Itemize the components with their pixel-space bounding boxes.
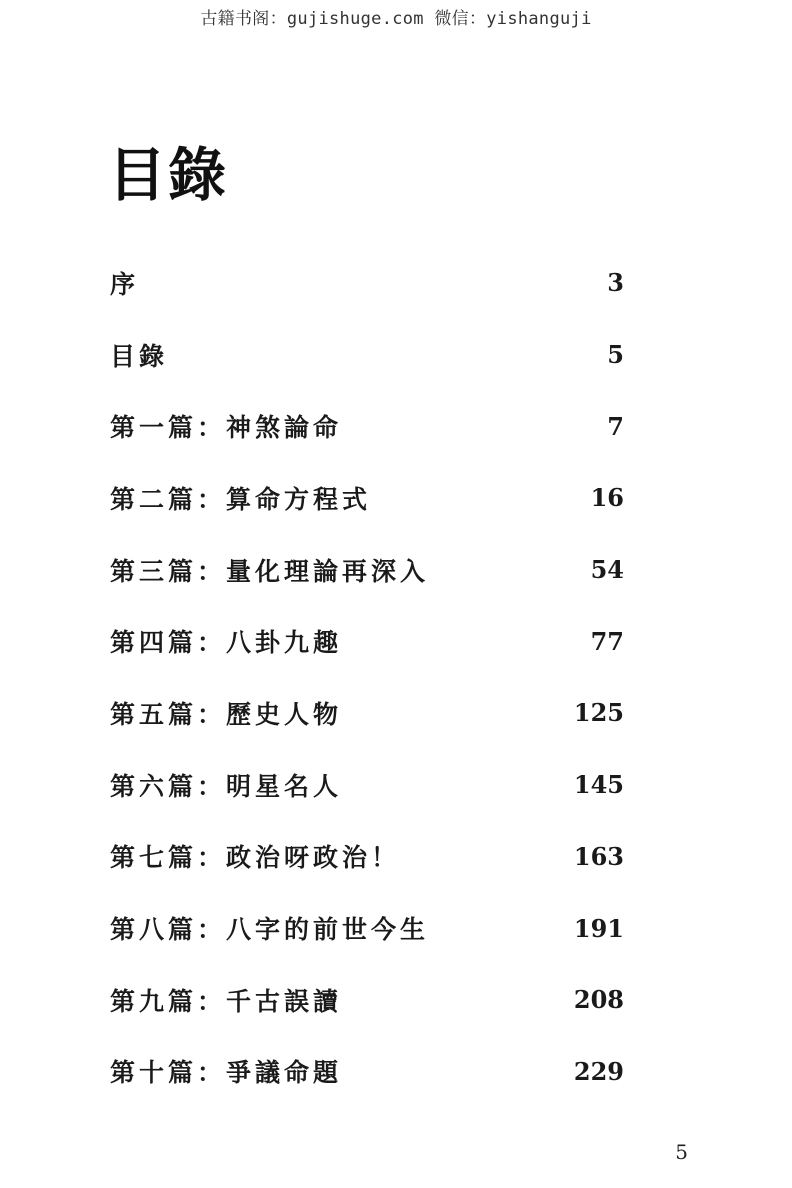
toc-entry-title: 第十篇：爭議命題: [110, 1058, 343, 1088]
table-of-contents: [110, 247, 624, 1107]
toc-entry-page: 7: [607, 411, 624, 441]
toc-entry-page: 208: [573, 985, 624, 1015]
toc-entry[interactable]: [110, 677, 624, 749]
toc-entry[interactable]: [110, 964, 624, 1036]
toc-entry-title: 第三篇：量化理論再深入: [110, 556, 430, 586]
toc-entry-title: 第四篇：八卦九趣: [110, 628, 343, 658]
toc-entry-page: 77: [590, 626, 624, 656]
toc-entry[interactable]: [110, 1036, 624, 1108]
toc-entry[interactable]: [110, 534, 624, 606]
toc-entry-title: 第五篇：歷史人物: [110, 699, 343, 729]
page-title: 目錄: [108, 141, 229, 209]
toc-entry[interactable]: [110, 821, 624, 893]
toc-entry-title: 第二篇：算命方程式: [110, 484, 372, 514]
toc-entry[interactable]: [110, 605, 624, 677]
toc-entry-title: 序: [110, 269, 140, 299]
toc-entry-page: 16: [590, 483, 624, 513]
toc-entry-title: 第一篇：神煞論命: [110, 413, 343, 443]
toc-entry[interactable]: [110, 247, 624, 319]
toc-entry-title: 第六篇：明星名人: [110, 771, 343, 801]
toc-entry[interactable]: [110, 319, 624, 391]
toc-entry-page: 3: [607, 268, 624, 298]
toc-entry[interactable]: [110, 390, 624, 462]
toc-entry-title: 第七篇：政治呀政治！: [110, 843, 401, 873]
toc-entry-page: 191: [573, 913, 624, 943]
toc-entry-page: 163: [573, 841, 624, 871]
toc-entry-title: 第九篇：千古誤讀: [110, 986, 343, 1016]
toc-entry-title: 目錄: [110, 341, 169, 371]
toc-entry-page: 5: [607, 340, 624, 370]
toc-entry[interactable]: [110, 749, 624, 821]
page-number: 5: [675, 1140, 688, 1164]
toc-entry-title: 第八篇：八字的前世今生: [110, 915, 430, 945]
watermark-header: 古籍书阁：gujishuge.com 微信：yishanguji: [200, 9, 592, 29]
toc-entry-page: 229: [573, 1056, 624, 1086]
toc-entry-page: 54: [590, 555, 624, 585]
toc-entry[interactable]: [110, 462, 624, 534]
toc-entry-page: 145: [573, 770, 624, 800]
toc-entry-page: 125: [573, 698, 624, 728]
toc-entry[interactable]: [110, 892, 624, 964]
